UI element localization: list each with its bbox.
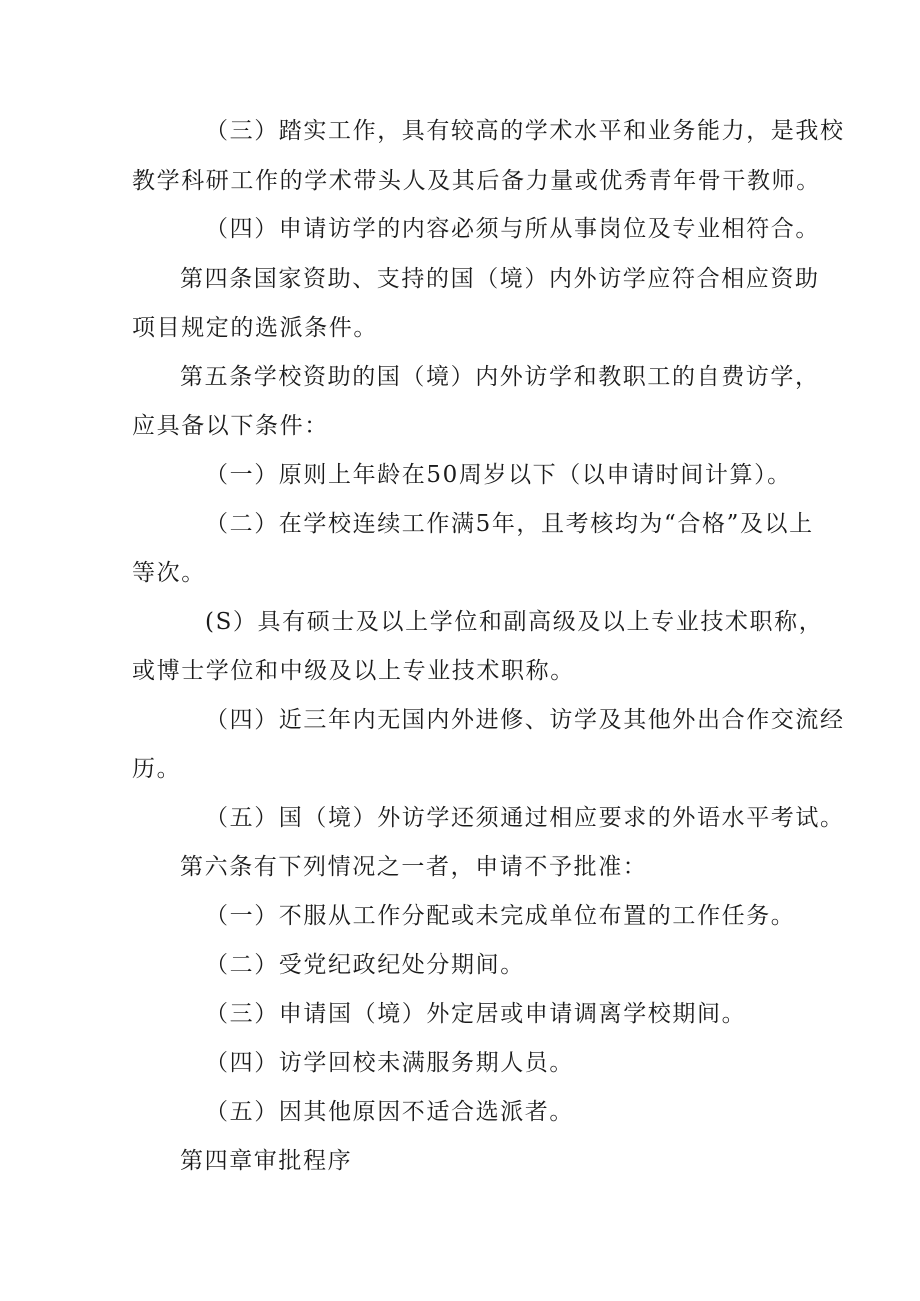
paragraph-line: （二）受党纪政纪处分期间。 [205, 952, 525, 978]
paragraph-line: （四）访学回校未满服务期人员。 [205, 1050, 574, 1076]
paragraph-line: (S）具有硕士及以上学位和副高级及以上专业技术职称， [205, 609, 824, 635]
paragraph-line: （四）申请访学的内容必须与所从事岗位及专业相符合。 [205, 216, 820, 242]
paragraph-line: 第四条国家资助、支持的国（境）内外访学应符合相应资助 [180, 266, 820, 292]
paragraph-line: （一）不服从工作分配或未完成单位布置的工作任务。 [205, 903, 796, 929]
paragraph-line: 项目规定的选派条件。 [132, 315, 378, 341]
paragraph-line: 教学科研工作的学术带头人及其后备力量或优秀青年骨干教师。 [132, 168, 821, 194]
paragraph-line: 应具备以下条件： [132, 413, 329, 439]
paragraph-line: （五）因其他原因不适合选派者。 [205, 1099, 574, 1125]
paragraph-line: （五）国（境）外访学还须通过相应要求的外语水平考试。 [205, 805, 845, 831]
paragraph-line: 第六条有下列情况之一者，申请不予批准： [180, 854, 648, 880]
paragraph-line: （三）踏实工作，具有较高的学术水平和业务能力，是我校 [205, 118, 845, 144]
paragraph-line: （一）原则上年龄在50周岁以下（以申请时间计算）。 [205, 462, 792, 488]
paragraph-line: 等次。 [132, 560, 206, 586]
paragraph-line: 或博士学位和中级及以上专业技术职称。 [132, 658, 575, 684]
paragraph-line: （二）在学校连续工作满5年，且考核均为“合格”及以上 [205, 511, 814, 537]
paragraph-line: （三）申请国（境）外定居或申请调离学校期间。 [205, 1001, 747, 1027]
chapter-heading: 第四章审批程序 [180, 1148, 353, 1174]
paragraph-line: 历。 [132, 756, 182, 782]
paragraph-line: 第五条学校资助的国（境）内外访学和教职工的自费访学， [180, 364, 820, 390]
paragraph-line: （四）近三年内无国内外进修、访学及其他外出合作交流经 [205, 707, 845, 733]
